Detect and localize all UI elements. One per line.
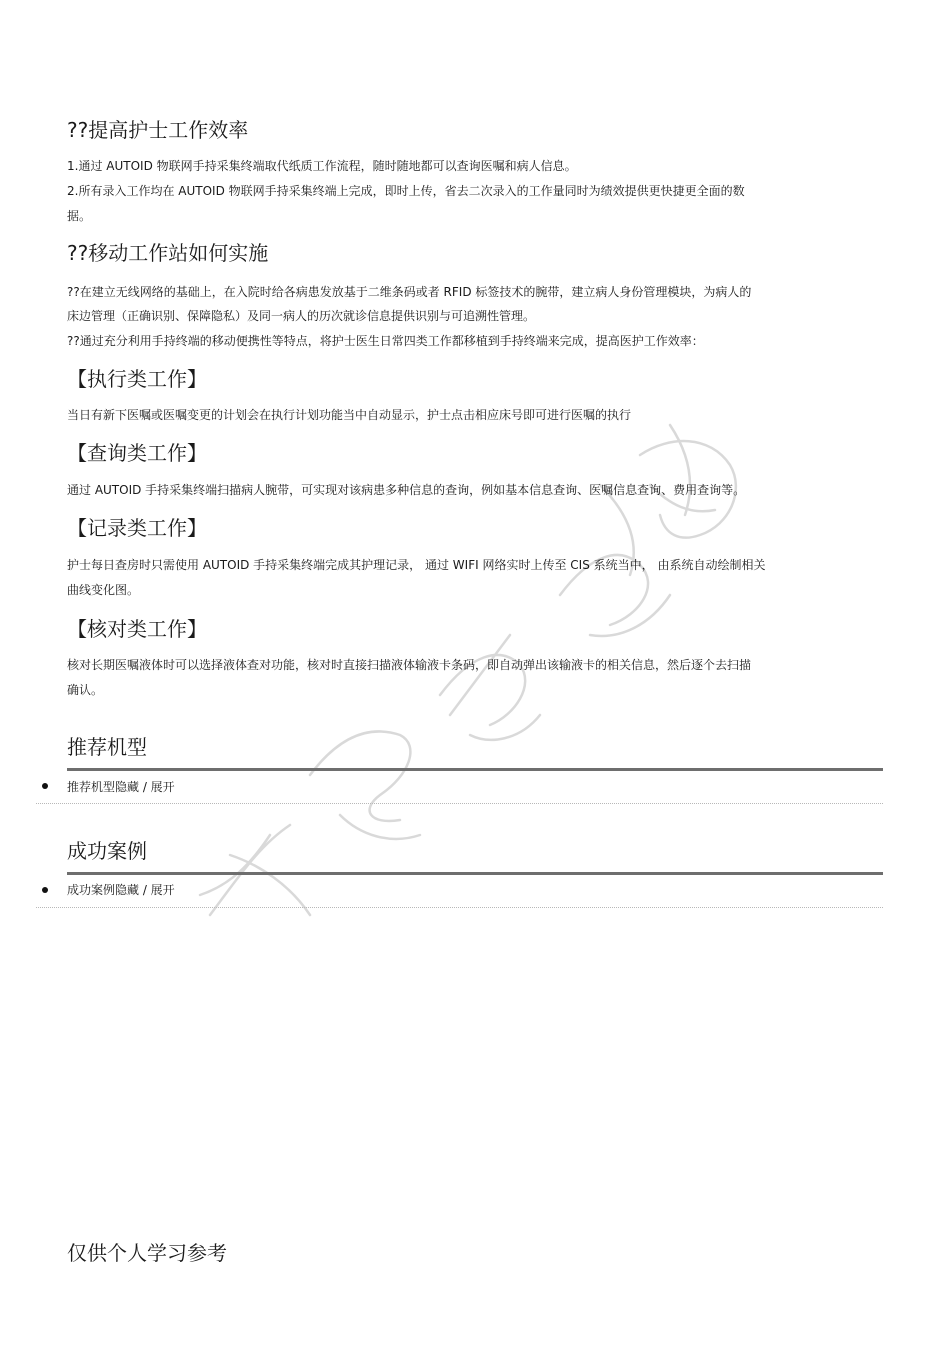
section-title-query: 【查询类工作】 (67, 441, 207, 465)
recommended-toggle-link[interactable]: 推荐机型隐藏 / 展开 (67, 780, 175, 794)
bullet-icon (42, 783, 48, 789)
bullet-icon (42, 887, 48, 893)
record-line-2: 曲线变化图。 (67, 583, 140, 597)
recommended-divider (67, 768, 883, 771)
implementation-line-1: ??在建立无线网络的基础上，在入院时给各病患发放基于二维条码或者 RFID 标签技术的腕带，建立病人身份管理模块，为病人的 (67, 285, 752, 299)
section-title-efficiency: ??提高护士工作效率 (67, 118, 249, 142)
efficiency-line-2: 2.所有录入工作均在 AUTOID 物联网手持采集终端上完成，即时上传，省去二次录入的工作量同时为绩效提供更快捷更全面的数 (67, 184, 745, 198)
implementation-line-3: ??通过充分利用手持终端的移动便携性等特点，将护士医生日常四类工作都移植到手持终端来完成，提高医护工作效率： (67, 334, 704, 348)
cases-divider (67, 872, 883, 875)
efficiency-line-3: 据。 (67, 209, 92, 223)
section-title-record: 【记录类工作】 (67, 516, 207, 540)
cases-dotted-divider (36, 907, 883, 908)
execute-line-1: 当日有新下医嘱或医嘱变更的计划会在执行计划功能当中自动显示，护士点击相应床号即可进行医嘱的执行 (67, 408, 632, 422)
recommended-title: 推荐机型 (67, 735, 147, 759)
footer-note: 仅供个人学习参考 (67, 1241, 227, 1265)
efficiency-line-1: 1.通过 AUTOID 物联网手持采集终端取代纸质工作流程，随时随地都可以查询医嘱和病人信息。 (67, 159, 577, 173)
verify-line-2: 确认。 (67, 683, 104, 697)
section-title-implementation: ??移动工作站如何实施 (67, 241, 269, 265)
verify-line-1: 核对长期医嘱液体时可以选择液体查对功能，核对时直接扫描液体输液卡条码，即自动弹出该输液卡的相关信息，然后逐个去扫描 (67, 658, 752, 672)
cases-toggle-link[interactable]: 成功案例隐藏 / 展开 (67, 883, 175, 897)
recommended-dotted-divider (36, 803, 883, 804)
record-line-1: 护士每日查房时只需使用 AUTOID 手持采集终端完成其护理记录， 通过 WIFI 网络实时上传至 CIS 系统当中， 由系统自动绘制相关 (67, 558, 766, 572)
cases-title: 成功案例 (67, 839, 147, 863)
query-line-1: 通过 AUTOID 手持采集终端扫描病人腕带，可实现对该病患多种信息的查询，例如基本信息查询、医嘱信息查询、费用查询等。 (67, 483, 746, 497)
watermark-stamp (170, 395, 750, 955)
implementation-line-2: 床边管理（正确识别、保障隐私）及同一病人的历次就诊信息提供识别与可追溯性管理。 (67, 309, 536, 323)
section-title-execute: 【执行类工作】 (67, 367, 207, 391)
section-title-verify: 【核对类工作】 (67, 617, 207, 641)
